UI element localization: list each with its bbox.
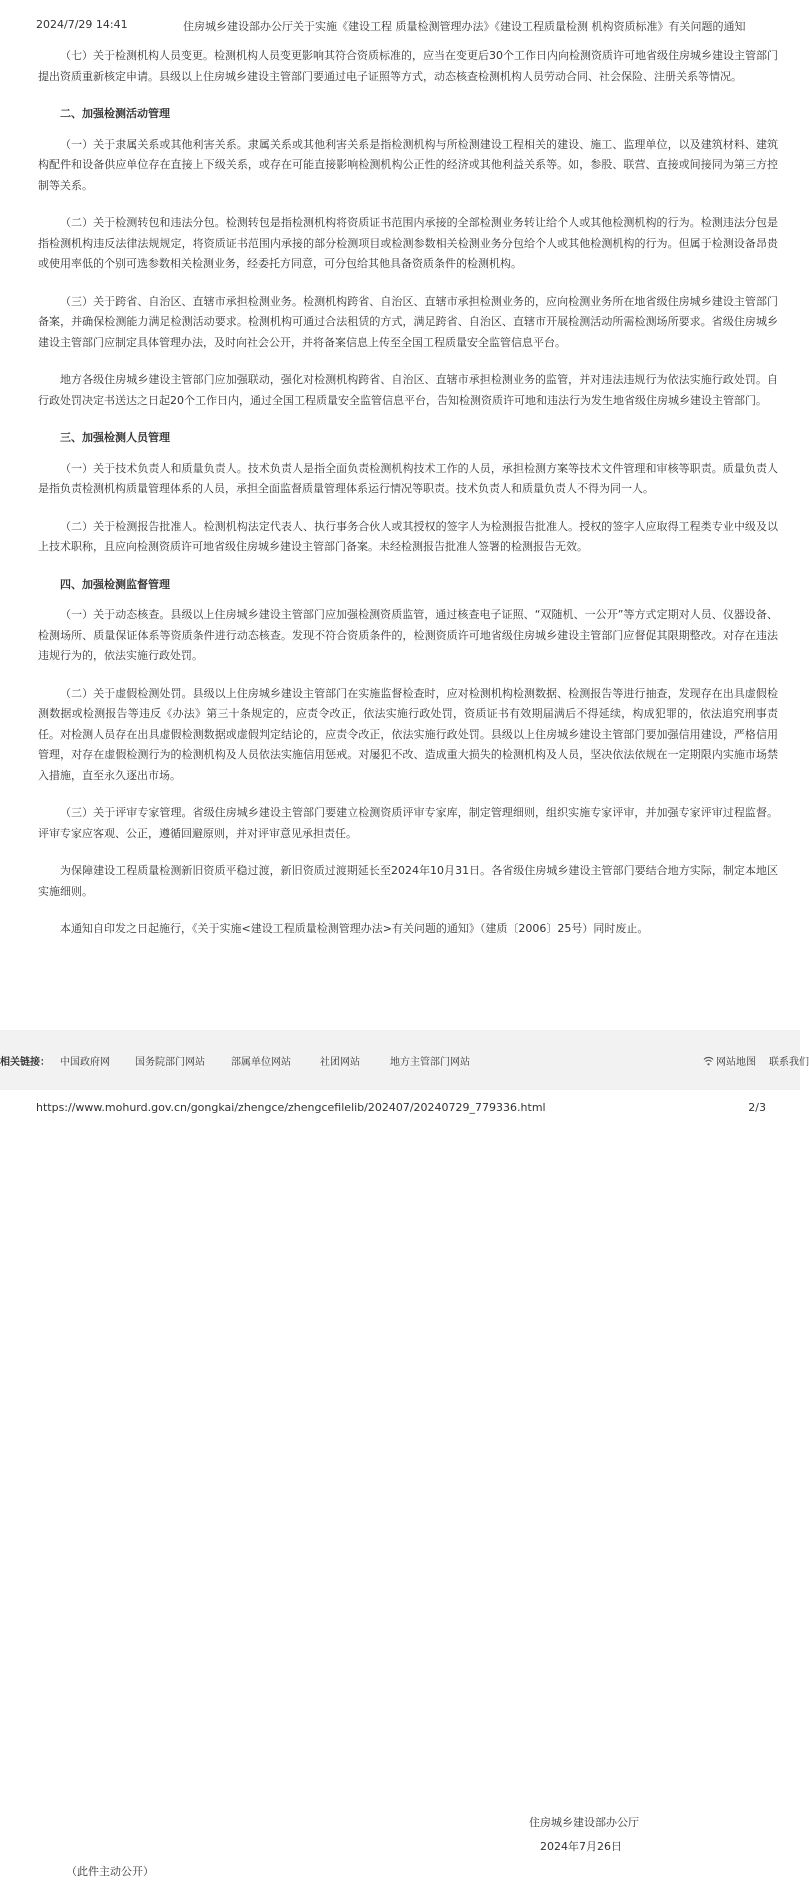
section-heading-personnel: 三、加强检测人员管理 xyxy=(38,428,778,449)
paragraph-affiliation: （一）关于隶属关系或其他利害关系。隶属关系或其他利害关系是指检测机构与所检测建设工程相关的建设、施工、监理单位，以及建筑材料、建筑构配件和设备供应单位存在直接上下级关系，或存在可能直接影响检测机构公正性的经济或其他利益关系等。如，参股、联营、直接或间接同为第三方控制等关系。 xyxy=(38,135,778,197)
link-state-council-depts[interactable]: 国务院部门网站 xyxy=(135,1053,205,1068)
link-associations[interactable]: 社团网站 xyxy=(320,1053,360,1068)
section-heading-supervision: 四、加强检测监督管理 xyxy=(38,575,778,596)
public-disclosure-note: （此件主动公开） xyxy=(66,1862,154,1882)
paragraph-dynamic-check: （一）关于动态核查。县级以上住房城乡建设主管部门应加强检测资质监管，通过核查电子证照、“双随机、一公开”等方式定期对人员、仪器设备、检测场所、质量保证体系等资质条件进行动态核查。发现不符合资质条件的，检测资质许可地省级住房城乡建设主管部门应督促其限期整改。对存在违法违规行为的，依法实施行政处罚。 xyxy=(38,605,778,667)
section-heading-activity: 二、加强检测活动管理 xyxy=(38,104,778,125)
contact-us-link[interactable]: 联系我们 xyxy=(769,1053,809,1068)
related-links-bar xyxy=(0,1030,800,1090)
paragraph-cross-province: （三）关于跨省、自治区、直辖市承担检测业务。检测机构跨省、自治区、直辖市承担检测业务的，应向检测业务所在地省级住房城乡建设主管部门备案，并确保检测能力满足检测活动要求。检测机构可通过合法租赁的方式，满足跨省、自治区、直辖市开展检测活动所需检测场所要求。省级住房城乡建设主管部门应制定具体管理办法，及时向社会公开，并将备案信息上传至全国工程质量安全监管信息平台。 xyxy=(38,292,778,354)
paragraph-false-testing: （二）关于虚假检测处罚。县级以上住房城乡建设主管部门在实施监督检查时，应对检测机构检测数据、检测报告等进行抽查，发现存在出具虚假检测数据或检测报告等违反《办法》第三十条规定的，应责令改正，依法实施行政处罚，资质证书有效期届满后不得延续，构成犯罪的，依法追究刑事责任。对检测人员存在出具虚假检测数据或虚假判定结论的，应责令改正，依法实施行政处罚。县级以上住房城乡建设主管部门要加强信用建设，严格信用管理，对存在虚假检测行为的检测机构及人员依法实施信用惩戒。对屡犯不改、造成重大损失的检测机构及人员，坚决依法依规在一定期限内实施市场禁入措施，直至永久逐出市场。 xyxy=(38,684,778,787)
link-affiliated-units[interactable]: 部属单位网站 xyxy=(231,1053,291,1068)
print-footer xyxy=(36,1101,766,1117)
sitemap-icon xyxy=(703,1056,714,1067)
signature-org: 住房城乡建设部办公厅 xyxy=(529,1813,639,1834)
article-body xyxy=(38,46,778,957)
paragraph-subcontracting: （二）关于检测转包和违法分包。检测转包是指检测机构将资质证书范围内承接的全部检测业务转让给个人或其他检测机构的行为。检测违法分包是指检测机构违反法律法规规定，将资质证书范围内承接的部分检测项目或检测参数相关检测业务分包给个人或其他检测机构的行为。但属于检测设备昂贵或使用率低的个别可选参数相关检测业务，经委托方同意，可分包给其他具备资质条件的检测机构。 xyxy=(38,213,778,275)
paragraph-report-approver: （二）关于检测报告批准人。检测机构法定代表人、执行事务合伙人或其授权的签字人为检测报告批准人。授权的签字人应取得工程类专业中级及以上技术职称，且应向检测资质许可地省级住房城乡建设主管部门备案。未经检测报告批准人签署的检测报告无效。 xyxy=(38,517,778,558)
link-local-authorities[interactable]: 地方主管部门网站 xyxy=(390,1053,470,1068)
related-links-label: 相关链接： xyxy=(0,1053,50,1068)
paragraph-personnel-change: （七）关于检测机构人员变更。检测机构人员变更影响其符合资质标准的，应当在变更后30个工作日内向检测资质许可地省级住房城乡建设主管部门提出资质重新核定申请。县级以上住房城乡建设主管部门要通过电子证照等方式，动态核查检测机构人员劳动合同、社会保险、注册关系等情况。 xyxy=(38,46,778,87)
paragraph-transition: 为保障建设工程质量检测新旧资质平稳过渡，新旧资质过渡期延长至2024年10月31日。各省级住房城乡建设主管部门要结合地方实际，制定本地区实施细则。 xyxy=(38,861,778,902)
paragraph-effective: 本通知自印发之日起施行，《关于实施<建设工程质量检测管理办法>有关问题的通知》（建质〔2006〕25号）同时废止。 xyxy=(38,919,778,940)
page-url: https://www.mohurd.gov.cn/gongkai/zhengce/zhengcefilelib/202407/20240729_779336.html xyxy=(36,1101,546,1114)
print-header xyxy=(36,16,786,32)
sitemap-label: 网站地图 xyxy=(716,1057,756,1068)
signature-date: 2024年7月26日 xyxy=(540,1837,622,1858)
link-gov-cn[interactable]: 中国政府网 xyxy=(60,1053,110,1068)
paragraph-coordination: 地方各级住房城乡建设主管部门应加强联动，强化对检测机构跨省、自治区、直辖市承担检测业务的监管，并对违法违规行为依法实施行政处罚。自行政处罚决定书送达之日起20个工作日内，通过全国工程质量安全监管信息平台，告知检测资质许可地和违法行为发生地省级住房城乡建设主管部门。 xyxy=(38,370,778,411)
page-number: 2/3 xyxy=(748,1101,766,1114)
print-timestamp: 2024/7/29 14:41 xyxy=(36,18,128,31)
print-page-title: 住房城乡建设部办公厅关于实施《建设工程 质量检测管理办法》《建设工程质量检测 机构资质标准》有关问题的通知 xyxy=(183,18,746,34)
paragraph-technical-quality-lead: （一）关于技术负责人和质量负责人。技术负责人是指全面负责检测机构技术工作的人员，承担检测方案等技术文件管理和审核等职责。质量负责人是指负责检测机构质量管理体系的人员，承担全面监督质量管理体系运行情况等职责。技术负责人和质量负责人不得为同一人。 xyxy=(38,459,778,500)
paragraph-expert-management: （三）关于评审专家管理。省级住房城乡建设主管部门要建立检测资质评审专家库，制定管理细则，组织实施专家评审，并加强专家评审过程监督。评审专家应客观、公正，遵循回避原则，并对评审意见承担责任。 xyxy=(38,803,778,844)
sitemap-link[interactable] xyxy=(703,1053,756,1068)
